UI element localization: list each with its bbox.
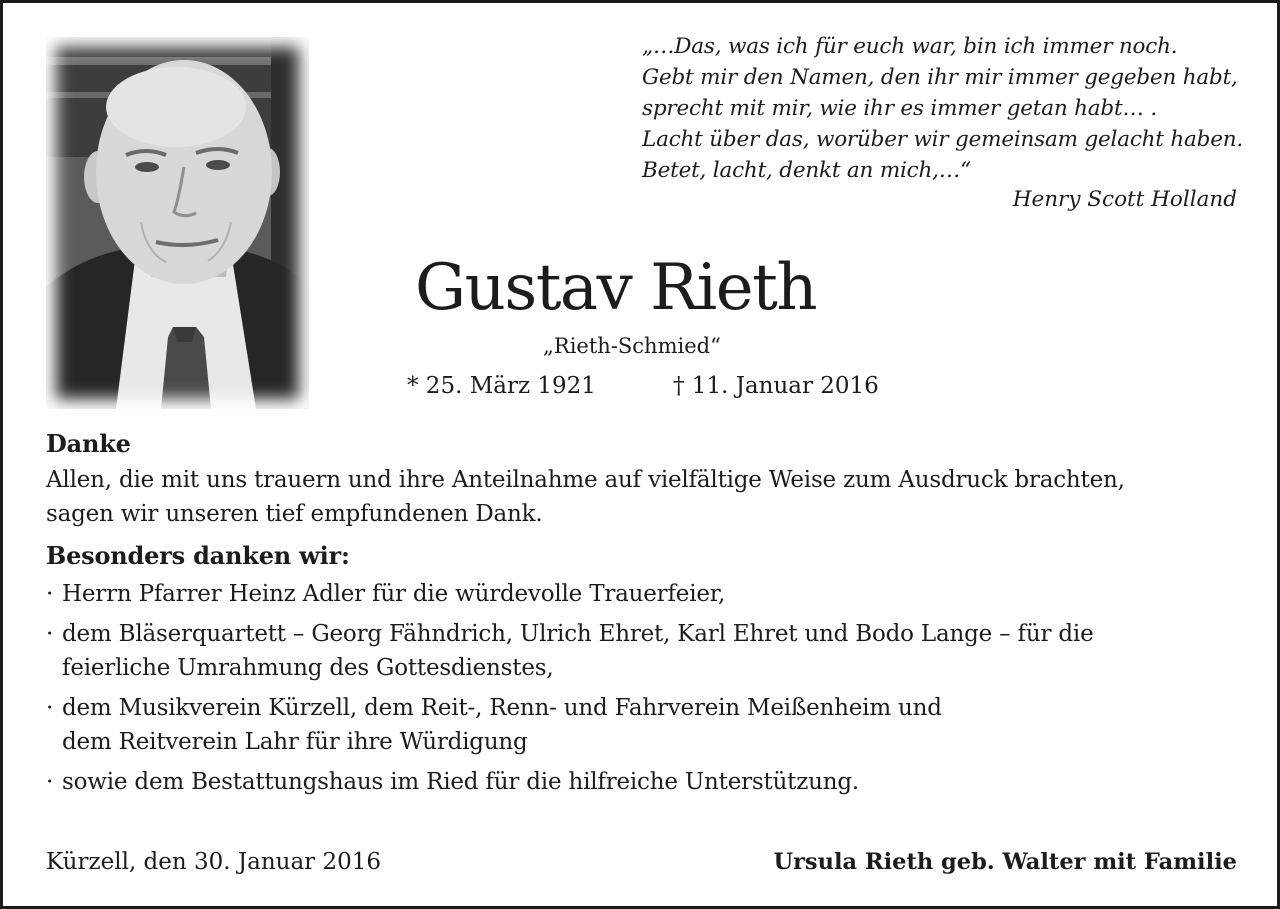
special-thanks-heading: Besonders danken wir:: [46, 541, 350, 570]
special-thanks-list: [46, 577, 1246, 799]
bullet-icon: ·: [46, 621, 54, 647]
thanks-section: [46, 427, 1246, 805]
bullet-icon: ·: [46, 769, 54, 795]
list-item: [46, 617, 1246, 685]
deceased-name: Gustav Rieth: [415, 251, 817, 325]
deceased-nickname: „Rieth-Schmied“: [543, 334, 721, 358]
list-item: [46, 691, 1246, 759]
thanks-text-line: Allen, die mit uns trauern und ihre Anteilnahme auf vielfältige Weise zum Ausdruck brachten,: [46, 467, 1125, 493]
portrait-photo: [46, 37, 309, 409]
memorial-quote: [642, 31, 1246, 186]
list-item: [46, 765, 1246, 799]
list-item-line: dem Musikverein Kürzell, dem Reit-, Renn- und Fahrverein Meißenheim und: [62, 695, 942, 721]
signature: Ursula Rieth geb. Walter mit Familie: [773, 849, 1237, 875]
quote-author: Henry Scott Holland: [1012, 187, 1237, 212]
quote-line: „…Das, was ich für euch war, bin ich immer noch.: [642, 34, 1178, 59]
bullet-icon: ·: [46, 695, 54, 721]
birth-date: * 25. März 1921: [407, 373, 596, 399]
bullet-icon: ·: [46, 581, 54, 607]
place-and-date: Kürzell, den 30. Januar 2016: [46, 849, 382, 875]
quote-line: Lacht über das, worüber wir gemeinsam gelacht haben.: [642, 127, 1244, 152]
thanks-text: [46, 463, 1246, 531]
list-item-line: dem Bläserquartett – Georg Fähndrich, Ulrich Ehret, Karl Ehret und Bodo Lange – für die: [62, 621, 1094, 647]
quote-line: Betet, lacht, denkt an mich,…“: [642, 158, 971, 183]
list-item-line: Herrn Pfarrer Heinz Adler für die würdevolle Trauerfeier,: [62, 581, 726, 607]
list-item-line: sowie dem Bestattungshaus im Ried für die hilfreiche Unterstützung.: [62, 769, 860, 795]
portrait-illustration: [46, 37, 309, 409]
thanks-text-line: sagen wir unseren tief empfundenen Dank.: [46, 501, 543, 527]
thanks-heading: Danke: [46, 429, 131, 458]
quote-line: Gebt mir den Namen, den ihr mir immer gegeben habt,: [642, 65, 1238, 90]
list-item: [46, 577, 1246, 611]
death-date: † 11. Januar 2016: [673, 373, 879, 399]
list-item-line: dem Reitverein Lahr für ihre Würdigung: [62, 729, 528, 755]
quote-line: sprecht mit mir, wie ihr es immer getan habt… .: [642, 96, 1157, 121]
list-item-line: feierliche Umrahmung des Gottesdienstes,: [62, 655, 554, 681]
